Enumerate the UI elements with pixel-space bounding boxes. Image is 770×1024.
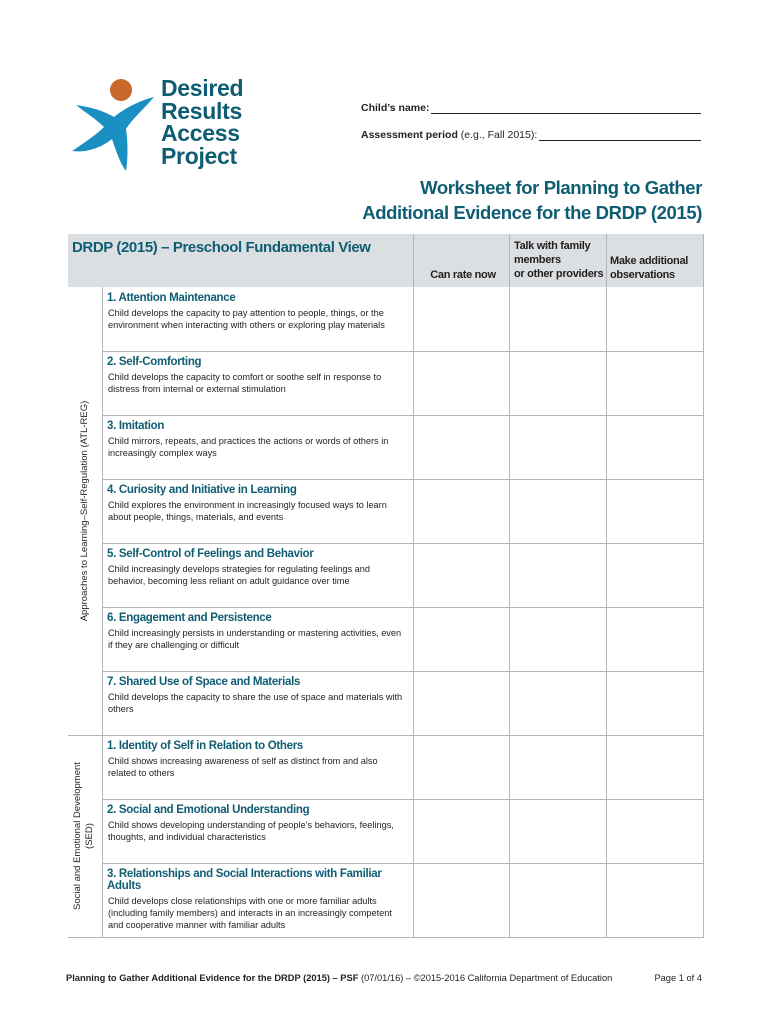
grid-line (102, 543, 704, 544)
grid-line (102, 671, 704, 672)
form-fields (361, 100, 701, 154)
page-footer (66, 973, 706, 983)
table-row: 2. Social and Emotional Understanding Child shows developing understanding of people’s behaviors, feelings, thoughts, and individual characteristics (107, 804, 394, 842)
child-name-label: Child’s name: (361, 102, 430, 114)
table-row: 3. Relationships and Social Interactions with Familiar Adults Child develops close relationships with one or more familiar adults (including family members) and interacts in an increasingly competent and cooperative manner with familiar adults (107, 868, 392, 930)
domain-label-sed: Social and Emotional Development (SED) (72, 762, 95, 910)
column-can-rate-now: Can rate now (430, 269, 496, 281)
table-row: 2. Self-Comforting Child develops the capacity to comfort or soothe self in response to distress from internal or external stimulation (107, 356, 382, 394)
column-talk-with-family: Talk with family members or other providers (514, 240, 604, 280)
grid-line (703, 234, 704, 938)
grid-line (102, 799, 704, 800)
domain-label-atl-reg: Approaches to Learning–Self-Regulation (ATL-REG) (79, 400, 90, 622)
table-row: 1. Identity of Self in Relation to Others Child shows increasing awareness of self as distinct from and also related to others (107, 740, 378, 778)
person-figure-icon (66, 75, 158, 173)
table-heading: DRDP (2015) – Preschool Fundamental View (72, 239, 371, 256)
logo (66, 75, 246, 175)
table-row: 6. Engagement and Persistence Child increasingly persists in understanding or mastering activities, even if they are challenging or difficult (107, 612, 402, 650)
table-row: 1. Attention Maintenance Child develops the capacity to pay attention to people, things, or the environment when interacting with others or exploring play materials (107, 292, 385, 330)
column-make-observations: Make additional observations (610, 255, 689, 281)
logo-line-4: Project (161, 142, 237, 169)
page-number: Page 1 of 4 (654, 973, 702, 983)
assessment-period-field[interactable] (361, 127, 701, 141)
table-row: 5. Self-Control of Feelings and Behavior Child increasingly develops strategies for regulating feelings and behavior, becoming less reliant on adult guidance over time (107, 548, 370, 586)
grid-line (606, 234, 607, 938)
grid-line (68, 735, 704, 736)
table-row: 3. Imitation Child mirrors, repeats, and practices the actions or words of others in increasingly complex ways (107, 420, 389, 458)
grid-line (68, 937, 704, 938)
logo-line-2: Results (161, 97, 242, 124)
logo-line-3: Access (161, 120, 240, 146)
title-line-1: Worksheet for Planning to Gather (420, 177, 702, 198)
worksheet-table (68, 234, 704, 938)
grid-line (102, 607, 704, 608)
title-line-2: Additional Evidence for the DRDP (2015) (362, 202, 702, 223)
assessment-period-line[interactable] (539, 129, 701, 141)
logo-wordmark (161, 77, 243, 167)
table-row: 4. Curiosity and Initiative in Learning Child explores the environment in increasingly focused ways to learn about people, things, materials, and events (107, 484, 387, 522)
grid-line (102, 479, 704, 480)
grid-line (102, 863, 704, 864)
grid-line (509, 234, 510, 938)
logo-line-1: Desired (161, 75, 244, 101)
footer-doc-title: Planning to Gather Additional Evidence for the DRDP (2015) – PSF (66, 973, 359, 983)
child-name-field[interactable] (361, 100, 701, 114)
grid-line (102, 351, 704, 352)
page-title (362, 175, 702, 225)
footer-copyright: (07/01/16) – ©2015-2016 California Department of Education (358, 973, 613, 983)
assessment-period-label: Assessment period (361, 129, 458, 141)
grid-line (102, 415, 704, 416)
grid-line (413, 234, 414, 938)
table-row: 7. Shared Use of Space and Materials Child develops the capacity to share the use of space and materials with others (107, 676, 403, 714)
assessment-period-hint: (e.g., Fall 2015): (460, 129, 538, 141)
child-name-line[interactable] (431, 102, 701, 114)
